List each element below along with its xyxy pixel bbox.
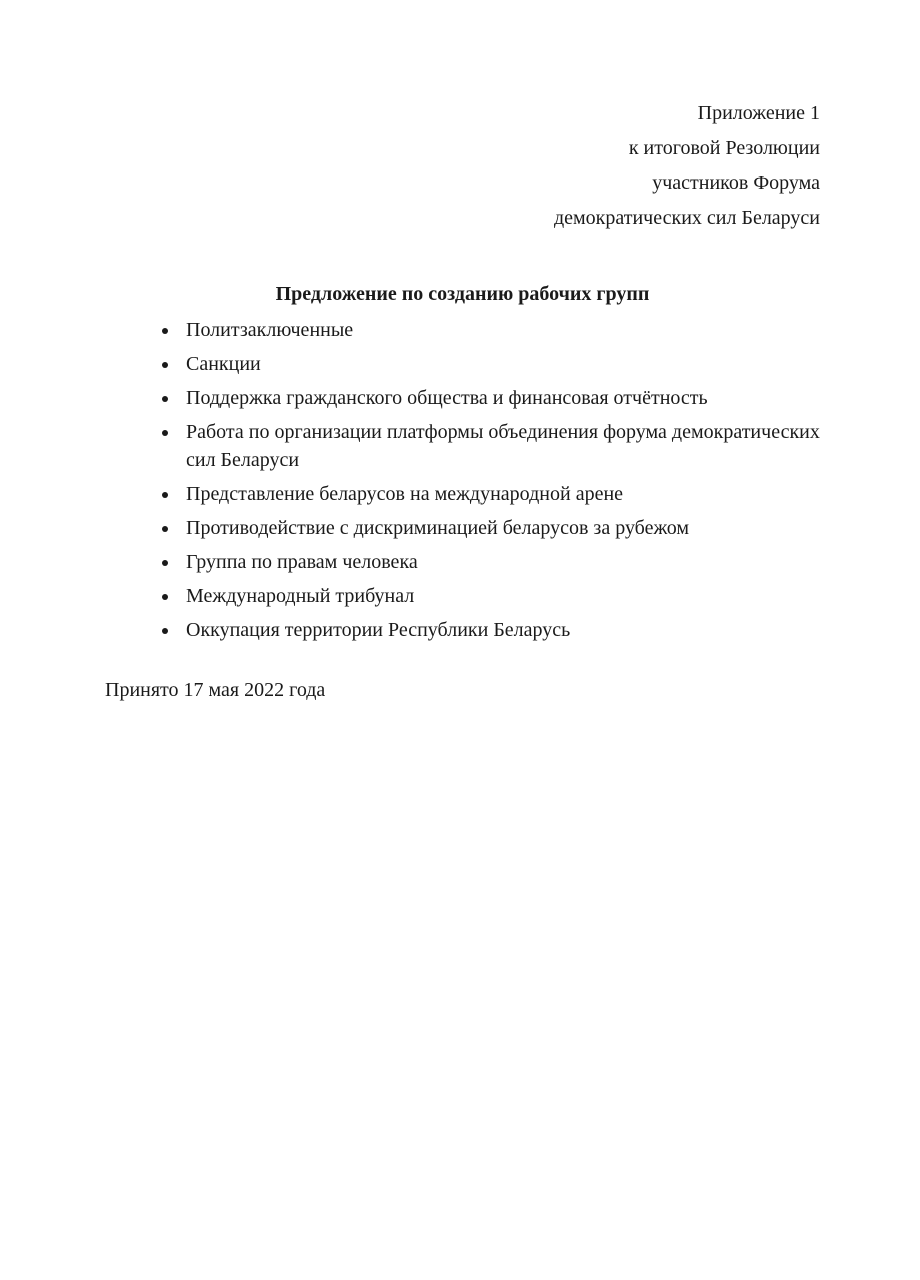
list-item: • Поддержка гражданского общества и финансовая отчётность [180,384,822,412]
adoption-date-line: Принято 17 мая 2022 года [105,679,326,701]
appendix-header-block [0,0,920,236]
working-groups-list [0,316,920,644]
appendix-header-line: Приложение 1 [697,102,820,124]
appendix-header-line: к итоговой Резолюции [628,137,820,159]
list-item: • Санкции [180,350,822,378]
list-item: • Оккупация территории Республики Беларусь [180,616,822,644]
list-item: • Представление беларусов на международной арене [180,480,822,508]
list-item: • Противодействие с дискриминацией беларусов за рубежом [180,514,822,542]
appendix-header-line: участников Форума [652,172,820,194]
document-title: Предложение по созданию рабочих групп [275,283,650,305]
list-item: • Международный трибунал [180,582,822,610]
list-item: • Работа по организации платформы объединения форума демократических сил Беларуси [180,418,822,474]
list-item: • Группа по правам человека [180,548,822,576]
list-item: • Политзаключенные [180,316,822,344]
appendix-header-line: демократических сил Беларуси [553,207,820,229]
